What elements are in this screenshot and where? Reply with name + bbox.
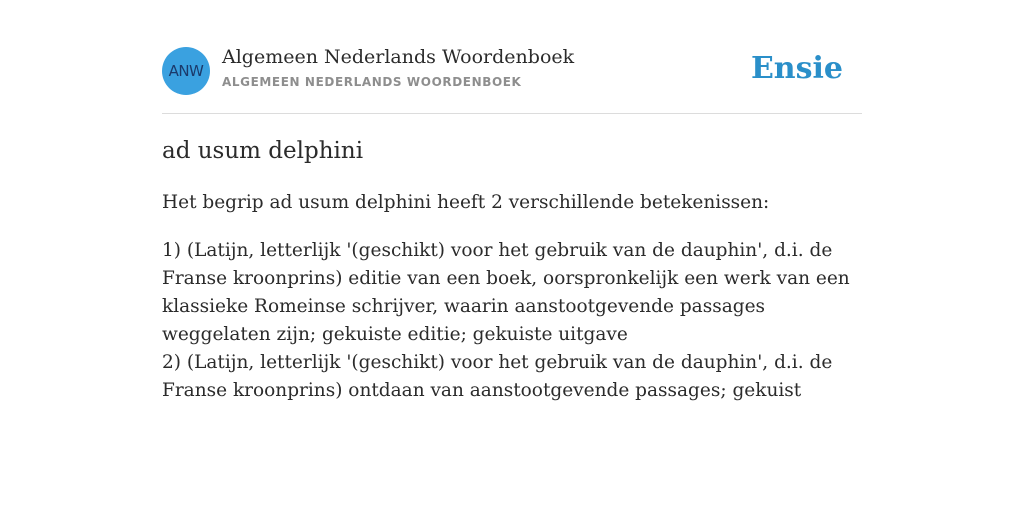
anw-logo-icon[interactable]: ANW	[162, 47, 210, 95]
source-header	[162, 0, 862, 114]
meaning-item-2: 2) (Latijn, letterlijk '(geschikt) voor het gebruik van de dauphin', d.i. de Franse kroonprins) ontdaan van aanstootgevende passages; gekuist	[162, 352, 833, 401]
source-subtitle: ALGEMEEN NEDERLANDS WOORDENBOEK	[222, 75, 522, 89]
entry-term: ad usum delphini	[162, 138, 364, 164]
ensie-brand-logo[interactable]: Ensie	[750, 51, 843, 86]
entry-intro: Het begrip ad usum delphini heeft 2 verschillende betekenissen:	[162, 192, 770, 213]
source-title[interactable]: Algemeen Nederlands Woordenboek	[222, 46, 575, 68]
meanings-list	[162, 237, 862, 405]
page	[162, 0, 862, 401]
meaning-item-1: 1) (Latijn, letterlijk '(geschikt) voor het gebruik van de dauphin', d.i. de Franse kroonprins) editie van een boek, oorspronkelijk een werk van een klassieke Romeinse schrijver, waarin aanstootgevende passages weggelaten zijn; gekuiste editie; gekuiste uitgave	[162, 240, 850, 345]
